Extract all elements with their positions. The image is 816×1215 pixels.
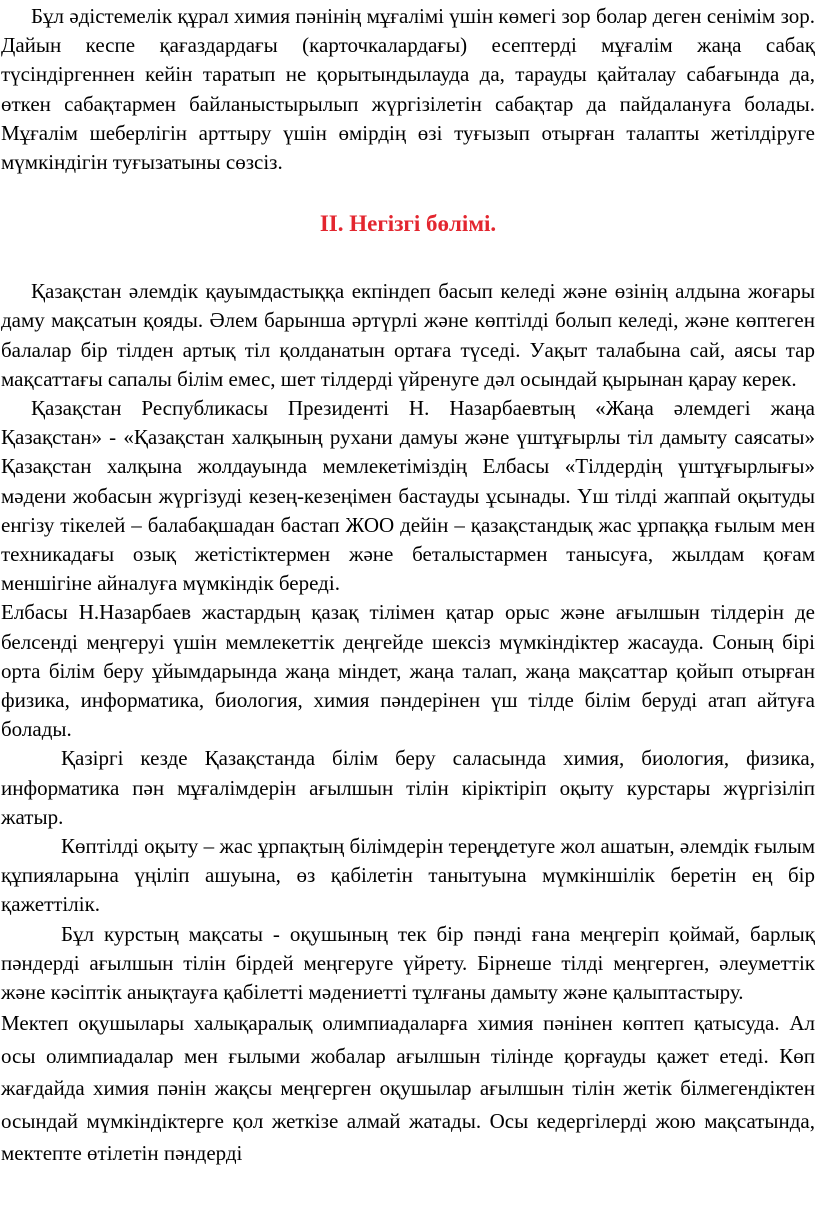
intro-paragraph: Бұл әдістемелік құрал химия пәнінің мұғалімі үшін көмегі зор болар деген сенімім зор. Дайын кеспе қағаздардағы (карточкалардағы) есептерді мұғалім жаңа сабақ түсіндіргеннен кейін таратып не қорытындылауда да, тарауды қайталау сабағында да, өткен сабақтармен байланыстырылып жүргізілетін сабақтар да пайдалануға болады. Мұғалім шеберлігін арттыру үшін өмірдің өзі туғызып отырған талапты жетілдіруге мүмкіндігін туғызатыны сөзсіз. xyxy=(1,4,815,175)
paragraph-course-goal: Бұл курстың мақсаты - оқушының тек бір пәнді ғана меңгеріп қоймай, барлық пәндерді ағылшын тілін бірдей меңгеруге үйрету. Бірнеше тілді меңгерген, әлеуметтік және кәсіптік анықтауға қабілетті мәдениетті тұлғаны дамыту және қалыптастыру. xyxy=(1,921,815,1005)
paragraph-current-courses: Қазіргі кезде Қазақстанда білім беру саласында химия, биология, физика, информатика пән мұғалімдерін ағылшын тілін кіріктіріп оқыту курстары жүргізіліп жатыр. xyxy=(1,746,815,829)
paragraph-elbasy-languages: Елбасы Н.Назарбаев жастардың қазақ тілімен қатар орыс және ағылшын тілдерін де белсенді меңгеруі үшін мемлекеттік деңгейде шексіз мүмкіндіктер жасауда. Соның бірі орта білім беру ұйымдарында жаңа міндет, жаңа талап, жаңа мақсаттар қойып отырған физика, информатика, биология, химия пәндерінен үш тілде білім беруді атап айтуға болады. xyxy=(1,600,815,742)
paragraph-kazakhstan-global: Қазақстан әлемдік қауымдастыққа екпіндеп басып келеді және өзінің алдына жоғары даму мақсатын қояды. Әлем барынша әртүрлі және көптілді болып келеді, және көптеген балалар бір тілден артық тіл қолданатын ортаға түседі. Уақыт талабына сай, аясы тар мақсаттағы сапалы білім емес, шет тілдерді үйренуге дәл осындай қырынан қарау керек. xyxy=(1,279,815,391)
paragraph-president-address: Қазақстан Республикасы Президенті Н. Назарбаевтың «Жаңа әлемдегі жаңа Қазақстан» - «Қазақстан халқының рухани дамуы және үштұғырлы тіл дамыту саясаты» Қазақстан халқына жолдауында мемлекетіміздің Елбасы «Тілдердің үштұғырлығы» мәдени жобасын жүргізуді кезең-кезеңімен бастауды ұсынады. Үш тілді жаппай оқытуды енгізу тікелей – балабақшадан бастап ЖОО дейін – қазақстандық жас ұрпаққа ғылым мен техникадағы озық жетістіктермен және беталыстармен танысуға, жылдам қоғам меншігіне айналуға мүмкіндік береді. xyxy=(1,396,815,596)
paragraph-olympiads: Мектеп оқушылары халықаралық олимпиадаларға химия пәнінен көптеп қатысуда. Ал осы олимпиадалар мен ғылыми жобалар ағылшын тілінде қорғауды қажет етеді. Көп жағдайда химия пәнін жақсы меңгерген оқушылар ағылшын тілін жетік білмегендіктен осындай мүмкіндіктерге қол жеткізе алмай жатады. Осы кедергілерді жою мақсатында, мектепте өтілетін пәндерді xyxy=(1,1011,815,1165)
section-heading: II. Негізгі бөлімі. xyxy=(319,211,497,237)
paragraph-multilingual-teaching: Көптілді оқыту – жас ұрпақтың білімдерін тереңдетуге жол ашатын, әлемдік ғылым құпияларына үңіліп ашуына, өз қабілетін танытуына мүмкіншілік беретін ең бір қажеттілік. xyxy=(1,834,815,917)
